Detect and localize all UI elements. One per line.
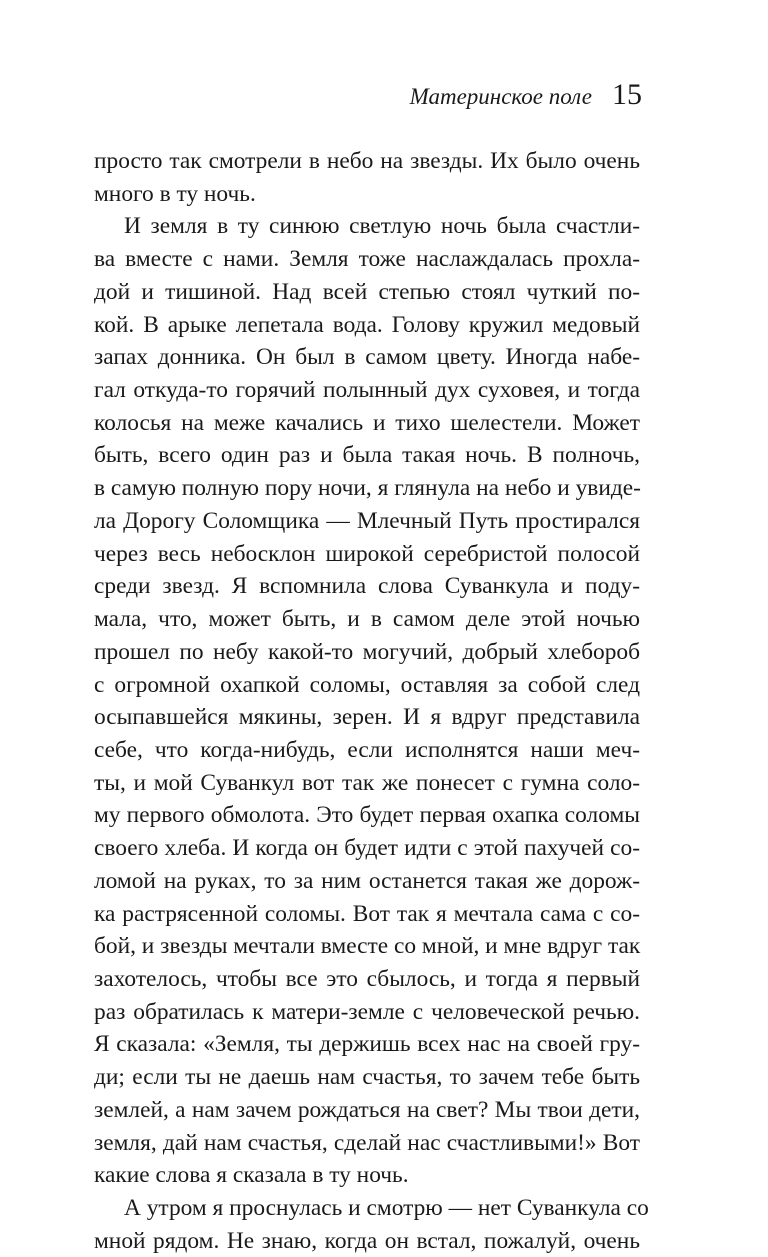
text-line: землей, а нам зачем рождаться на свет? Мы твои дети, [94, 1096, 640, 1123]
text-line: раз обратилась к матери-земле с человеческой речью. [94, 998, 640, 1025]
text-line: осыпавшейся мякины, зерен. И я вдруг представила [94, 704, 640, 731]
text-line: мной рядом. Не знаю, когда он встал, пожалуй, очень [94, 1227, 640, 1254]
text-line: среди звезд. Я вспомнила слова Суванкула и поду- [94, 573, 640, 600]
body-text [94, 145, 649, 1257]
text-line: запах донника. Он был в самом цвету. Иногда набе- [94, 344, 640, 371]
text-line: ди; если ты не даешь нам счастья, то зачем тебе быть [94, 1064, 640, 1091]
text-line: ломой на руках, то за ним останется такая же дорож- [94, 867, 640, 894]
text-line: ты, и мой Суванкул вот так же понесет с гумна соло- [94, 769, 640, 796]
text-line: дой и тишиной. Над всей степью стоял чуткий по- [94, 278, 640, 305]
running-header [410, 78, 642, 112]
page-number: 15 [612, 78, 642, 111]
text-line: колосья на меже качались и тихо шелестели. Может [94, 409, 640, 436]
text-line: много в ту ночь. [94, 180, 256, 207]
text-line: прошел по небу какой-то могучий, добрый хлебороб [94, 638, 640, 665]
text-line: быть, всего один раз и была такая ночь. В полночь, [94, 442, 640, 469]
text-line: ва вместе с нами. Земля тоже наслаждалась прохла- [94, 246, 640, 273]
text-line: через весь небосклон широкой серебристой полосой [94, 540, 640, 567]
text-line: земля, дай нам счастья, сделай нас счастливыми!» Вот [94, 1129, 640, 1156]
text-line: в самую полную пору ночи, я глянула на небо и увиде- [94, 475, 641, 502]
text-line: какие слова я сказала в ту ночь. [94, 1162, 409, 1189]
text-line: И земля в ту синюю светлую ночь была счастли- [124, 213, 640, 240]
text-line: ка растрясенной соломы. Вот так я мечтала сама с со- [94, 900, 640, 927]
text-line: своего хлеба. И когда он будет идти с этой пахучей со- [94, 835, 640, 862]
text-line: ла Дорогу Соломщика — Млечный Путь простирался [94, 507, 640, 534]
text-line: мала, что, может быть, и в самом деле этой ночью [94, 606, 640, 633]
text-line: кой. В арыке лепетала вода. Голову кружил медовый [94, 311, 640, 338]
text-line: просто так смотрели в небо на звезды. Их было очень [94, 148, 640, 174]
text-line: гал откуда-то горячий полынный дух суховея, и тогда [94, 377, 640, 404]
text-line: Я сказала: «Земля, ты держишь всех нас на своей гру- [94, 1031, 640, 1058]
text-line: А утром я проснулась и смотрю — нет Суванкула со [124, 1195, 649, 1221]
text-line: му первого обмолота. Это будет первая охапка соломы [94, 802, 640, 829]
text-line: с огромной охапкой соломы, оставляя за собой след [94, 671, 640, 698]
text-line: себе, что когда-нибудь, если исполнятся наши меч- [94, 736, 640, 763]
text-line: бой, и звезды мечтали вместе со мной, и мне вдруг так [94, 933, 641, 960]
running-title: Материнское поле [409, 84, 592, 109]
text-line: захотелось, чтобы все это сбылось, и тогда я первый [94, 965, 640, 992]
